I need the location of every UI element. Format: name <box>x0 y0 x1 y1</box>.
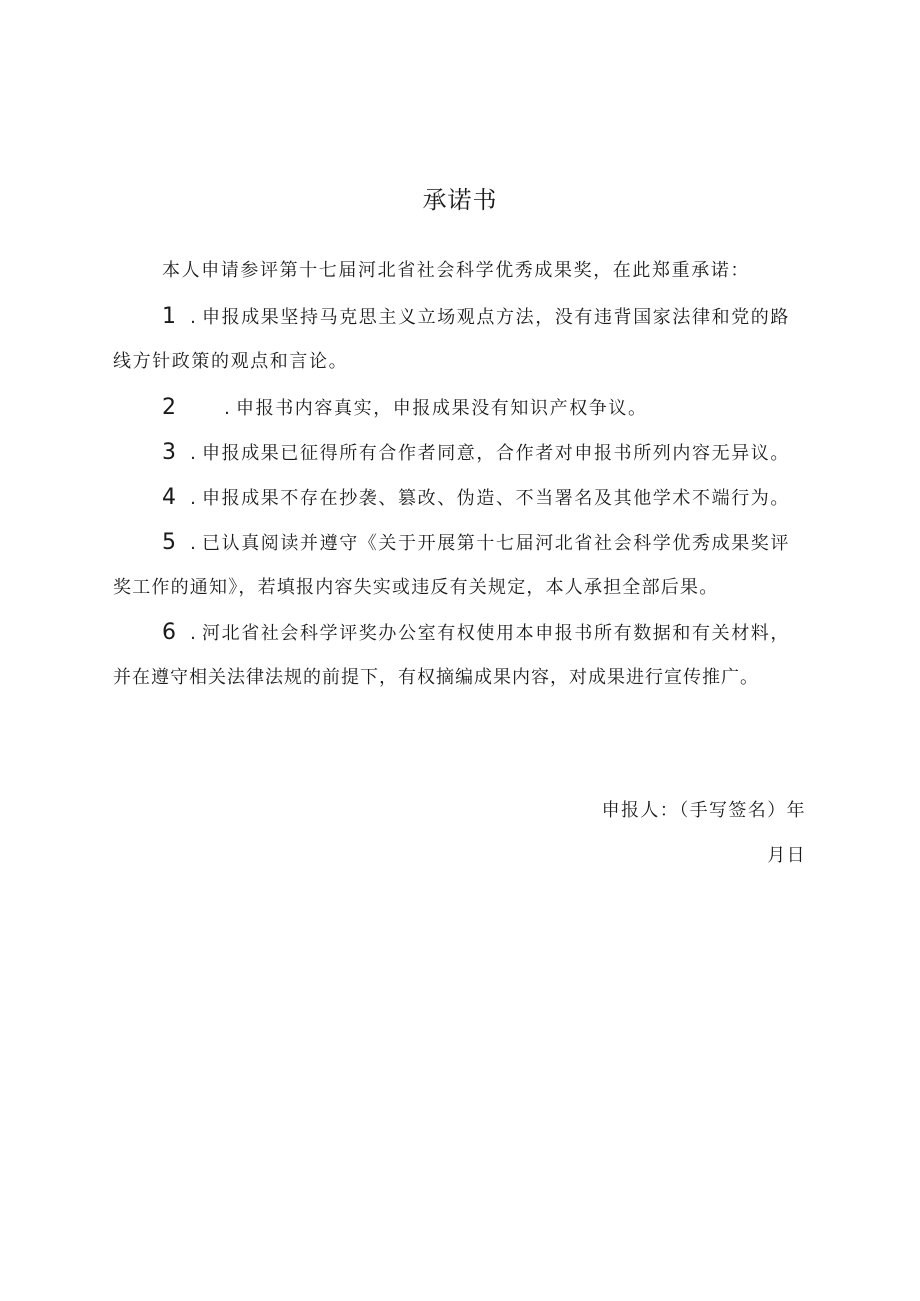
item-number: 1 <box>162 304 176 329</box>
item-separator: . <box>224 398 230 419</box>
item-number: 3 <box>162 440 176 465</box>
item-separator: . <box>190 623 196 644</box>
commitment-item-5-continued: 奖工作的通知》，若填报内容失实或违反有关规定，本人承担全部后果。 <box>113 577 719 598</box>
item-text: 申报书内容真实，申报成果没有知识产权争议。 <box>236 398 648 419</box>
commitment-item-1-continued: 线方针政策的观点和言论。 <box>113 351 349 372</box>
item-text: 申报成果已征得所有合作者同意，合作者对申报书所列内容无异议。 <box>202 443 790 464</box>
item-text: 申报成果不存在抄袭、篡改、伪造、不当署名及其他学术不端行为。 <box>202 488 790 509</box>
commitment-item-4 <box>162 485 790 512</box>
item-text: 河北省社会科学评奖办公室有权使用本申报书所有数据和有关材料， <box>202 623 790 644</box>
item-text: 申报成果坚持马克思主义立场观点方法，没有违背国家法律和党的路 <box>202 307 790 328</box>
item-number: 5 <box>162 530 176 555</box>
item-separator: . <box>190 443 196 464</box>
signature-date: 月日 <box>767 845 806 866</box>
commitment-item-6 <box>162 620 790 647</box>
item-separator: . <box>190 533 196 554</box>
document-title: 承诺书 <box>422 186 498 214</box>
commitment-item-3 <box>162 440 790 467</box>
signature-line: 申报人：（手写签名）年 <box>601 800 806 821</box>
item-text: 已认真阅读并遵守《关于开展第十七届河北省社会科学优秀成果奖评 <box>202 533 790 554</box>
commitment-item-2 <box>162 395 648 422</box>
item-number: 4 <box>162 485 176 510</box>
item-separator: . <box>190 488 196 509</box>
commitment-item-5 <box>162 530 790 557</box>
item-number: 6 <box>162 620 176 645</box>
item-number: 2 <box>162 395 176 420</box>
intro-text: 本人申请参评第十七届河北省社会科学优秀成果奖，在此郑重承诺： <box>162 260 750 281</box>
item-separator: . <box>190 307 196 328</box>
commitment-item-6-continued: 并在遵守相关法律法规的前提下，有权摘编成果内容，对成果进行宣传推广。 <box>113 667 759 688</box>
commitment-item-1 <box>162 304 790 331</box>
